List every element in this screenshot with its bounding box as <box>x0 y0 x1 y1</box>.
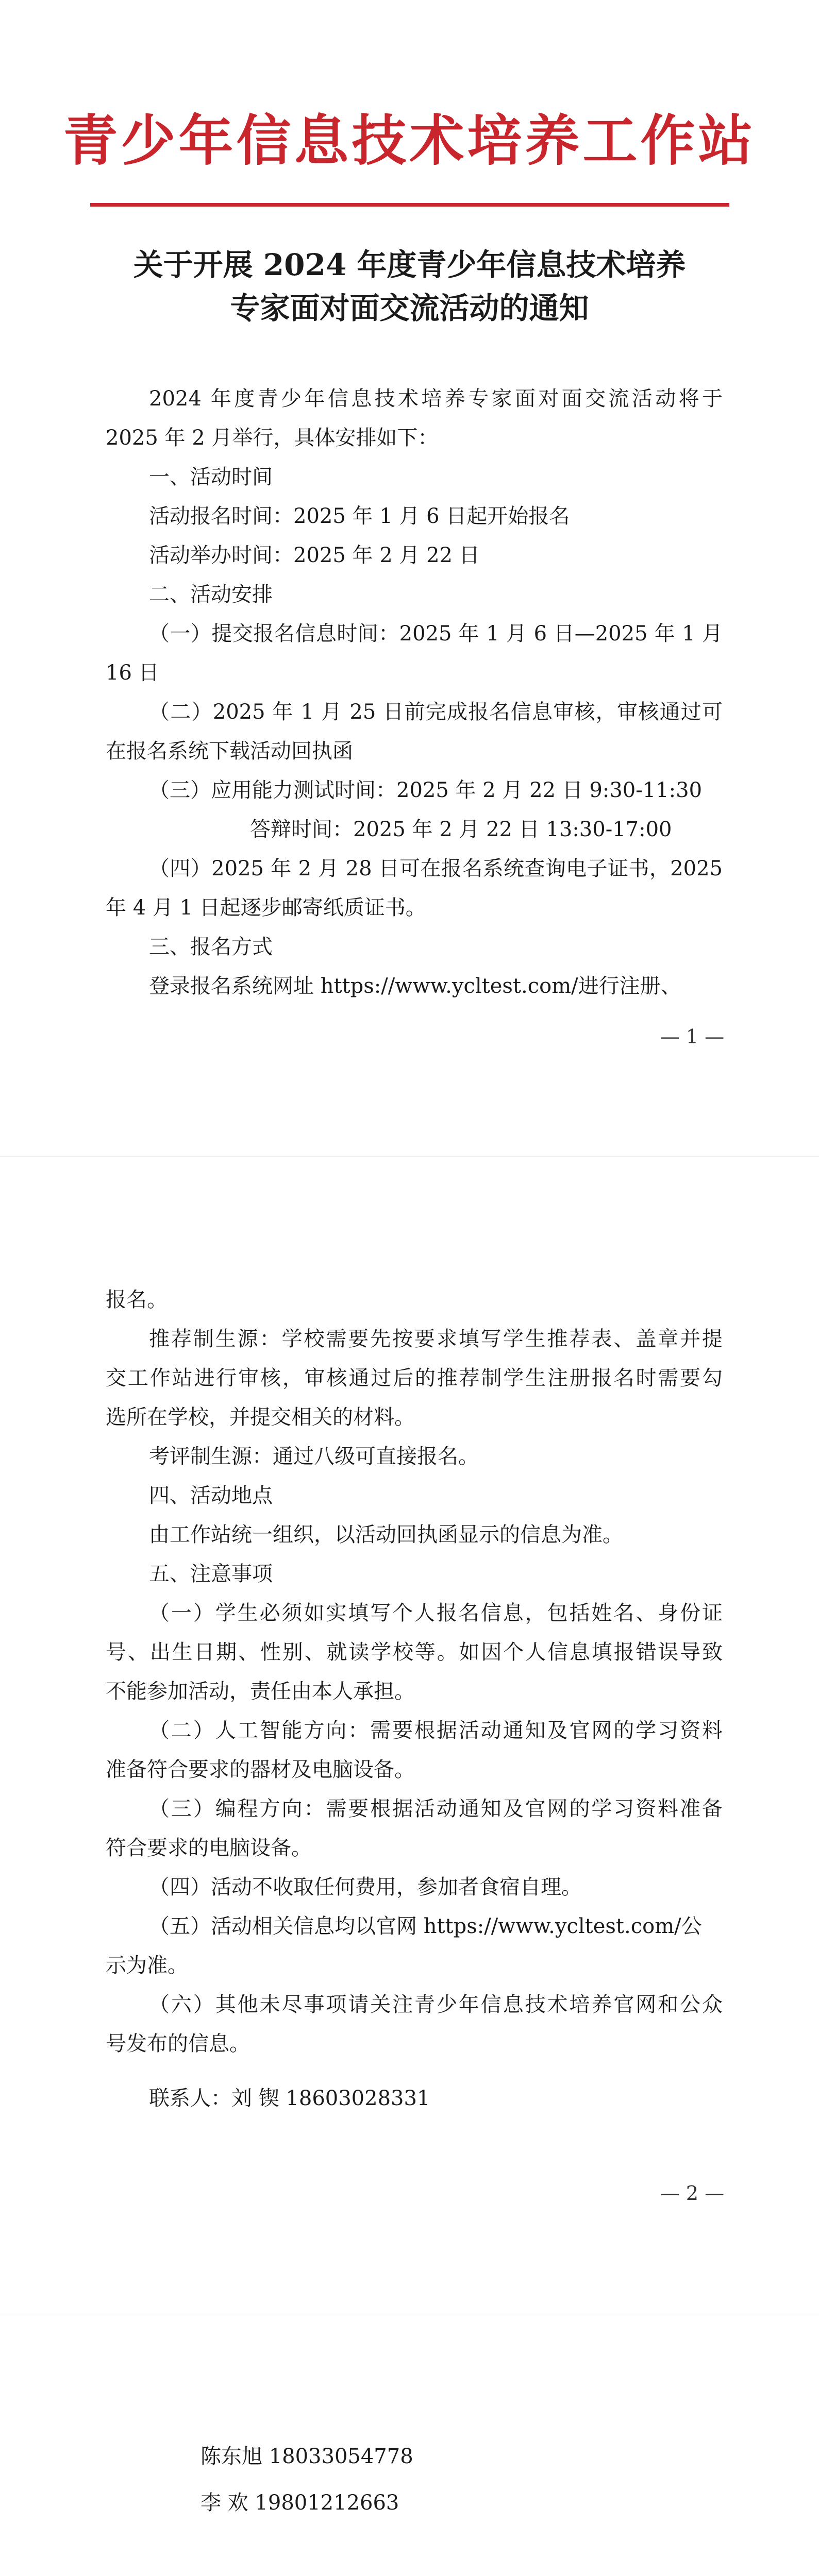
contact-line: 联系人：刘 锲 18603028331 <box>149 2087 430 2110</box>
section-heading: 五、注意事项 <box>149 1562 273 1586</box>
document-page-1 <box>0 0 819 1157</box>
body-line: 不能参加活动，责任由本人承担。 <box>106 1680 415 1703</box>
body-line: （五）活动相关信息均以官网 https://www.ycltest.com/公 <box>149 1914 702 1938</box>
body-line: （四）2025 年 2 月 28 日可在报名系统查询电子证书，2025 <box>149 857 723 880</box>
body-line: 2025 年 2 月举行，具体安排如下： <box>106 426 439 450</box>
body-line: 考评制生源：通过八级可直接报名。 <box>149 1445 479 1468</box>
masthead-red-divider <box>90 203 729 207</box>
body-line: 16 日 <box>106 661 159 685</box>
body-line: （六）其他未尽事项请关注青少年信息技术培养官网和公众 <box>149 1993 723 2016</box>
body-line: 推荐制生源：学校需要先按要求填写学生推荐表、盖章并提 <box>149 1327 723 1351</box>
body-line: 报名。 <box>106 1288 168 1312</box>
body-line: 交工作站进行审核，审核通过后的推荐制学生注册报名时需要勾 <box>106 1366 723 1390</box>
body-line: （二）2025 年 1 月 25 日前完成报名信息审核，审核通过可 <box>149 700 723 724</box>
body-line: 答辩时间：2025 年 2 月 22 日 13:30-17:00 <box>250 818 672 841</box>
page-number: — 1 — <box>660 1025 725 1048</box>
body-line: 准备符合要求的器材及电脑设备。 <box>106 1758 415 1782</box>
body-line: 2024 年度青少年信息技术培养专家面对面交流活动将于 <box>149 387 723 411</box>
body-line: （四）活动不收取任何费用，参加者食宿自理。 <box>149 1875 582 1899</box>
masthead-title: 青少年信息技术培养工作站 <box>63 108 756 173</box>
contact-line: 李 欢 19801212663 <box>200 2491 399 2515</box>
document-page-3 <box>0 2313 819 2576</box>
section-heading: 一、活动时间 <box>149 465 273 489</box>
body-line: （一）提交报名信息时间：2025 年 1 月 6 日—2025 年 1 月 <box>149 622 723 646</box>
section-heading: 四、活动地点 <box>149 1484 273 1507</box>
body-line: （三）编程方向：需要根据活动通知及官网的学习资料准备 <box>149 1797 723 1821</box>
document-page-2 <box>0 1157 819 2313</box>
section-heading: 二、活动安排 <box>149 583 273 606</box>
body-line: 号、出生日期、性别、就读学校等。如因个人信息填报错误导致 <box>106 1640 723 1664</box>
contact-line: 陈东旭 18033054778 <box>200 2445 413 2468</box>
body-line: 登录报名系统网址 https://www.ycltest.com/进行注册、 <box>149 974 681 998</box>
body-line: 选所在学校，并提交相关的材料。 <box>106 1405 415 1429</box>
body-line: 活动报名时间：2025 年 1 月 6 日起开始报名 <box>149 504 570 528</box>
body-line: （二）人工智能方向：需要根据活动通知及官网的学习资料 <box>149 1719 723 1742</box>
body-line: 由工作站统一组织，以活动回执函显示的信息为准。 <box>149 1523 623 1547</box>
body-line: （三）应用能力测试时间：2025 年 2 月 22 日 9:30-11:30 <box>149 778 703 802</box>
notice-title-line-1: 关于开展 2024 年度青少年信息技术培养 <box>133 247 686 282</box>
body-line: 符合要求的电脑设备。 <box>106 1836 312 1860</box>
body-line: 年 4 月 1 日起逐步邮寄纸质证书。 <box>106 896 426 920</box>
notice-title-line-2: 专家面对面交流活动的通知 <box>230 291 589 326</box>
page-number: — 2 — <box>660 2182 725 2205</box>
body-line: （一）学生必须如实填写个人报名信息，包括姓名、身份证 <box>149 1601 723 1625</box>
section-heading: 三、报名方式 <box>149 935 273 959</box>
body-line: 号发布的信息。 <box>106 2032 250 2056</box>
body-line: 在报名系统下载活动回执函 <box>106 739 353 763</box>
body-line: 示为准。 <box>106 1954 188 1977</box>
body-line: 活动举办时间：2025 年 2 月 22 日 <box>149 544 480 567</box>
